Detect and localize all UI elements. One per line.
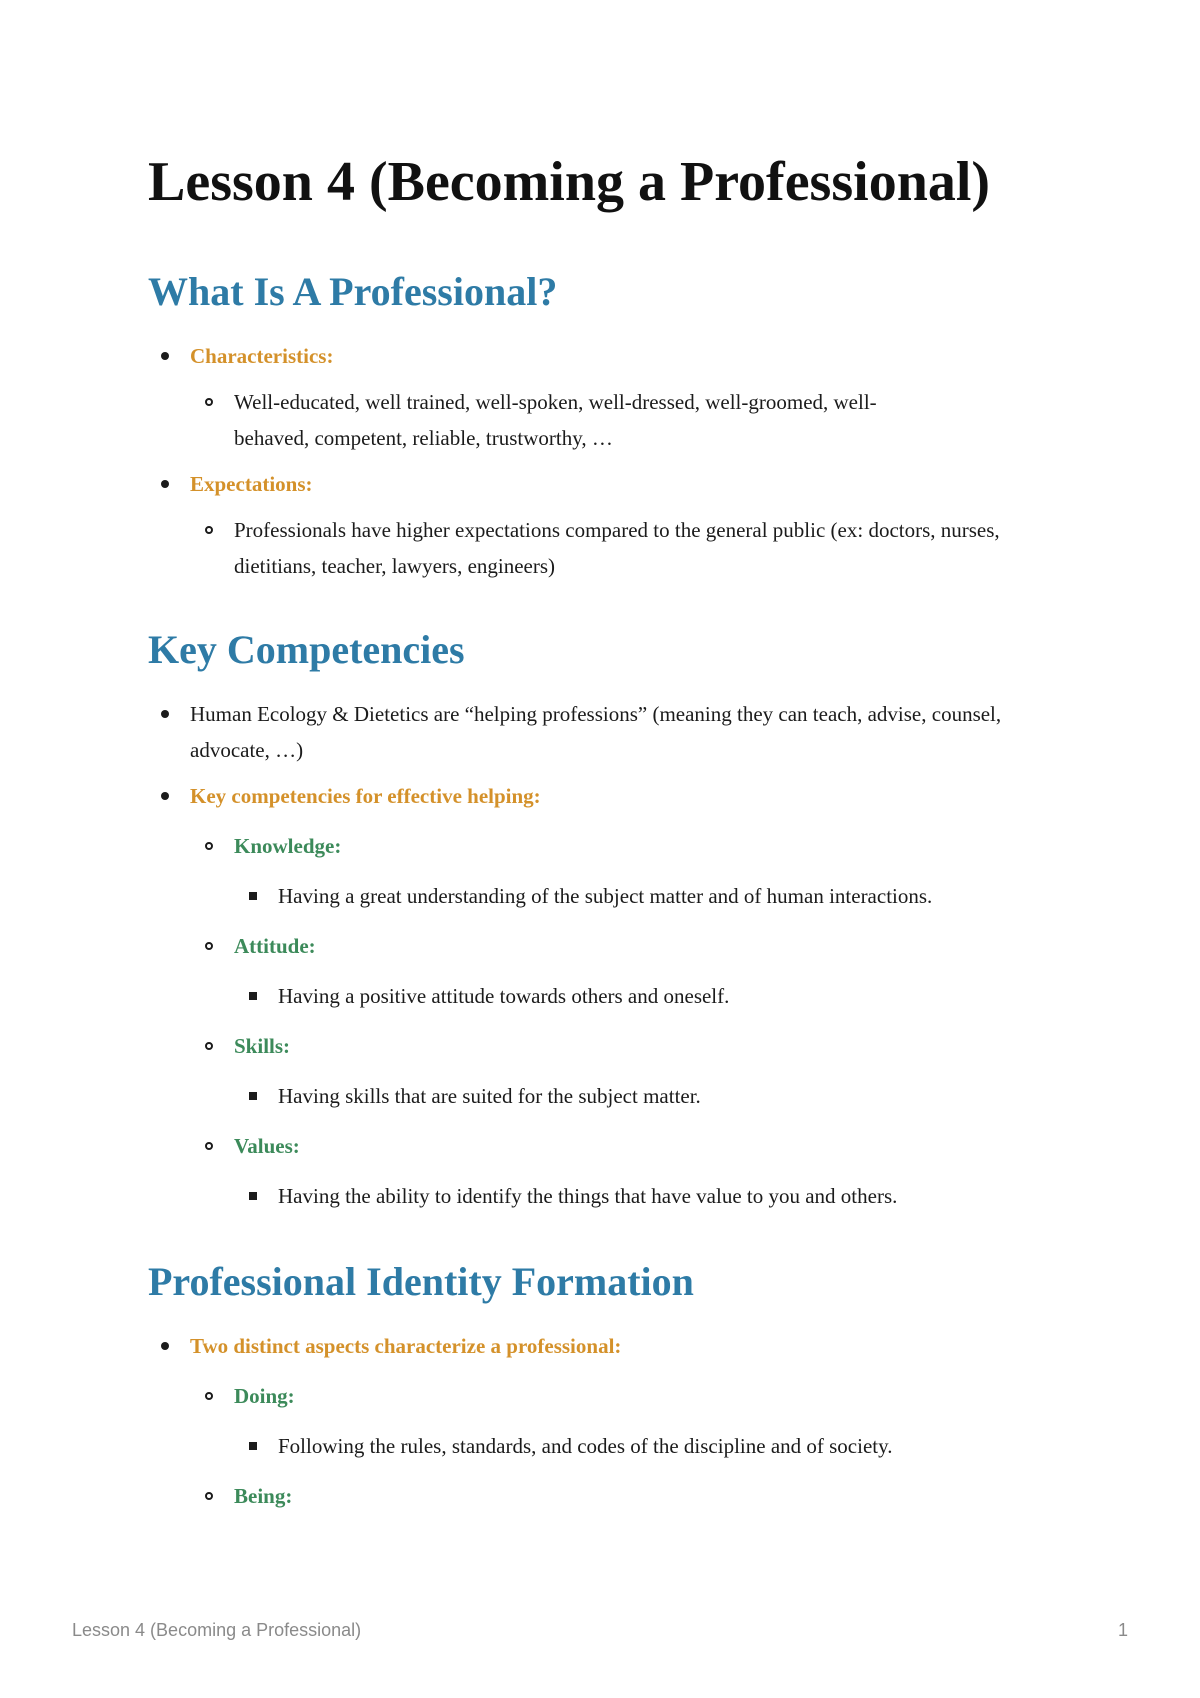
list-item bbox=[148, 1028, 1068, 1064]
disc-bullet-icon bbox=[161, 792, 169, 800]
circle-bullet-icon bbox=[205, 842, 213, 850]
skills-text: Having skills that are suited for the subject matter. bbox=[278, 1084, 701, 1108]
knowledge-text: Having a great understanding of the subject matter and of human interactions. bbox=[278, 884, 933, 908]
circle-bullet-icon bbox=[205, 526, 213, 534]
section-heading-key-competencies: Key Competencies bbox=[148, 627, 465, 672]
document-page bbox=[148, 150, 1068, 1514]
list-item bbox=[148, 1078, 1068, 1114]
list-item bbox=[148, 828, 1068, 864]
square-bullet-icon bbox=[249, 1192, 257, 1200]
circle-bullet-icon bbox=[205, 1142, 213, 1150]
page-title: Lesson 4 (Becoming a Professional) bbox=[148, 151, 991, 213]
list-item bbox=[148, 338, 1068, 374]
footer-title: Lesson 4 (Becoming a Professional) bbox=[72, 1620, 362, 1640]
list-item bbox=[148, 928, 1068, 964]
list-item bbox=[148, 466, 1068, 502]
list-item bbox=[148, 696, 1068, 768]
list-item bbox=[148, 1428, 1068, 1464]
list-item bbox=[148, 778, 1068, 814]
values-text: Having the ability to identify the things that have value to you and others. bbox=[278, 1184, 898, 1208]
doing-text: Following the rules, standards, and codes of the discipline and of society. bbox=[278, 1434, 893, 1458]
square-bullet-icon bbox=[249, 1092, 257, 1100]
disc-bullet-icon bbox=[161, 480, 169, 488]
section-heading-professional-identity-formation: Professional Identity Formation bbox=[148, 1259, 694, 1304]
doing-label: Doing: bbox=[234, 1384, 295, 1408]
characteristics-text: Well-educated, well trained, well-spoken, well-dressed, well-groomed, well-behaved, competent, reliable, trustworthy, … bbox=[234, 390, 877, 450]
list-item bbox=[148, 1478, 1068, 1514]
page-number: 1 bbox=[1117, 1620, 1128, 1640]
disc-bullet-icon bbox=[161, 1342, 169, 1350]
disc-bullet-icon bbox=[161, 352, 169, 360]
square-bullet-icon bbox=[249, 892, 257, 900]
key-competencies-label: Key competencies for effective helping: bbox=[190, 784, 541, 808]
circle-bullet-icon bbox=[205, 1042, 213, 1050]
attitude-label: Attitude: bbox=[234, 934, 316, 958]
values-label: Values: bbox=[234, 1134, 300, 1158]
expectations-text: Professionals have higher expectations compared to the general public (ex: doctors, nurses, dietitians, teacher, lawyers, engineers) bbox=[234, 518, 1000, 578]
list-item bbox=[148, 1178, 1068, 1214]
characteristics-label: Characteristics: bbox=[190, 344, 334, 368]
list-item bbox=[148, 384, 1068, 456]
list-item bbox=[148, 878, 1068, 914]
list-item bbox=[148, 978, 1068, 1014]
square-bullet-icon bbox=[249, 992, 257, 1000]
attitude-text: Having a positive attitude towards others and oneself. bbox=[278, 984, 730, 1008]
page-footer bbox=[72, 1620, 1128, 1644]
circle-bullet-icon bbox=[205, 942, 213, 950]
circle-bullet-icon bbox=[205, 1392, 213, 1400]
section-heading-what-is-a-professional: What Is A Professional? bbox=[148, 269, 558, 314]
square-bullet-icon bbox=[249, 1442, 257, 1450]
knowledge-label: Knowledge: bbox=[234, 834, 342, 858]
list-item bbox=[148, 1378, 1068, 1414]
being-label: Being: bbox=[234, 1484, 293, 1508]
helping-professions-text: Human Ecology & Dietetics are “helping professions” (meaning they can teach, advise, counsel, advocate, …) bbox=[190, 702, 1002, 762]
section-1-list bbox=[148, 338, 1068, 584]
circle-bullet-icon bbox=[205, 1492, 213, 1500]
section-2-list bbox=[148, 696, 1068, 1214]
list-item bbox=[148, 1128, 1068, 1164]
circle-bullet-icon bbox=[205, 398, 213, 406]
two-aspects-label: Two distinct aspects characterize a professional: bbox=[190, 1334, 622, 1358]
expectations-label: Expectations: bbox=[190, 472, 313, 496]
section-3-list bbox=[148, 1328, 1068, 1514]
list-item bbox=[148, 1328, 1068, 1364]
list-item bbox=[148, 512, 1068, 584]
skills-label: Skills: bbox=[234, 1034, 291, 1058]
disc-bullet-icon bbox=[161, 710, 169, 718]
